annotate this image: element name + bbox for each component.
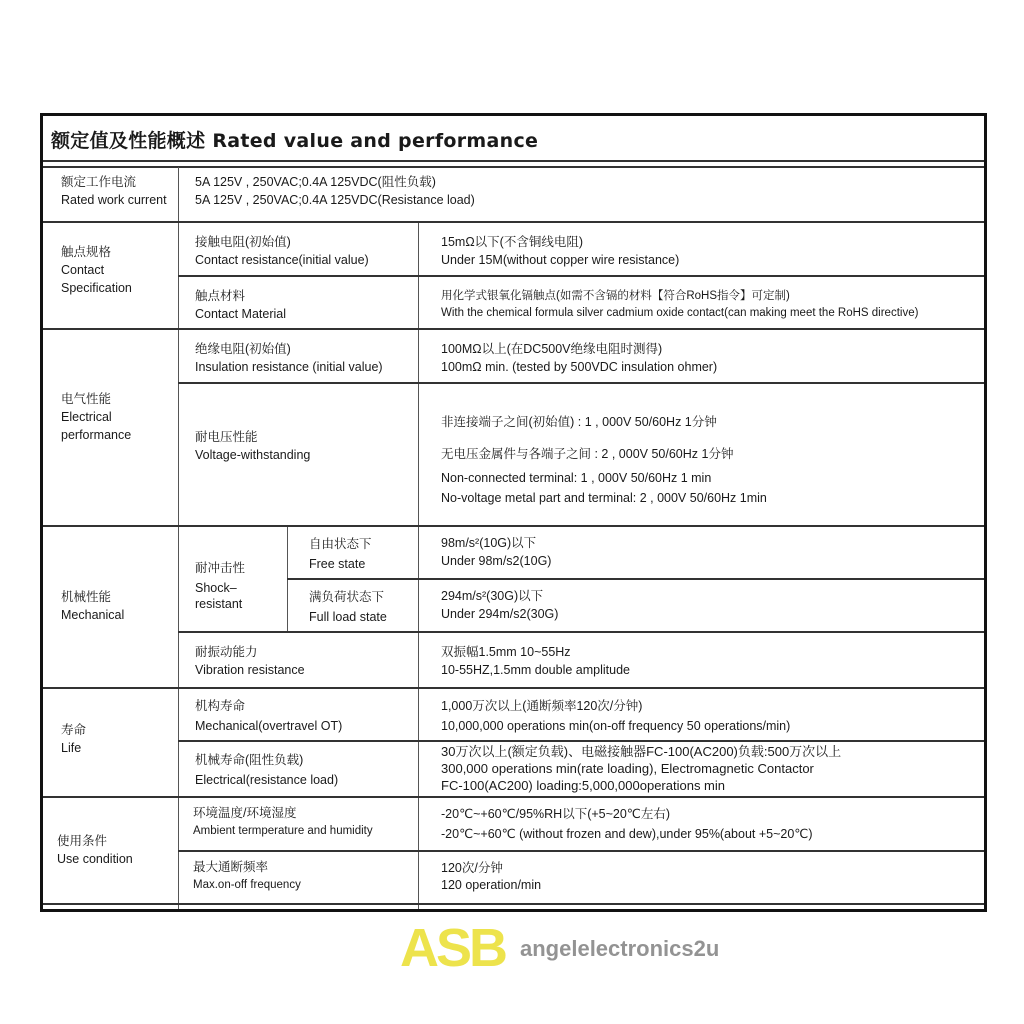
life-elec-label: 机械寿命(阻性负载) Electrical(resistance load) <box>195 753 339 787</box>
contact-label: 触点规格 Contact Specification <box>61 245 132 295</box>
divider <box>178 167 179 909</box>
watermark-logo: ASB <box>400 918 506 978</box>
use-label: 使用条件 Use condition <box>57 834 133 866</box>
divider <box>43 525 984 527</box>
rated-value: 5A 125V , 250VAC;0.4A 125VDC(阻性负载) 5A 125V , 250VAC;0.4A 125VDC(Resistance load) <box>195 175 475 207</box>
use-freq-label: 最大通断频率 Max.on-off frequency <box>193 860 301 891</box>
shock-full-label: 满负荷状态下 Full load state <box>309 590 387 624</box>
divider <box>178 631 984 633</box>
insulation-label: 绝缘电阻(初始值) Insulation resistance (initial value) <box>195 342 383 374</box>
life-mech-label: 机构寿命 Mechanical(overtravel OT) <box>195 699 343 733</box>
use-temp-value: -20℃~+60℃/95%RH以下(+5~20℃左右) -20℃~+60℃ (without frozen and dew),under 95%(about +5~20℃) <box>441 807 813 841</box>
divider <box>178 850 984 852</box>
use-temp-label: 环境温度/环境湿度 Ambient termperature and humidity <box>193 806 373 837</box>
shock-free-value: 98m/s²(10G)以下 Under 98m/s2(10G) <box>441 536 552 568</box>
divider <box>43 166 984 168</box>
divider <box>43 328 984 330</box>
life-mech-value: 1,000万次以上(通断频率120次/分钟) 10,000,000 operations min(on-off frequency 50 operations/min) <box>441 699 791 733</box>
use-freq-value: 120次/分钟 120 operation/min <box>441 861 542 892</box>
divider <box>178 275 984 277</box>
contact-material-value: 用化学式银氧化镉触点(如需不含镉的材料【符合RoHS指令】可定制) With the chemical formula silver cadmium oxide contact(can making meet the RoHS directive) <box>441 290 919 319</box>
vibration-value: 双振幅1.5mm 10~55Hz 10-55HZ,1.5mm double amplitude <box>441 645 630 677</box>
divider <box>43 160 984 162</box>
divider <box>43 221 984 223</box>
divider <box>43 903 984 905</box>
vibration-label: 耐振动能力 Vibration resistance <box>195 645 305 677</box>
mechanical-label: 机械性能 Mechanical <box>61 590 125 622</box>
divider <box>418 221 419 909</box>
rated-label: 额定工作电流 Rated work current <box>61 175 167 207</box>
divider <box>43 687 984 689</box>
shock-full-value: 294m/s²(30G)以下 Under 294m/s2(30G) <box>441 589 559 621</box>
contact-resistance-value: 15mΩ以下(不含铜线电阻) Under 15M(without copper wire resistance) <box>441 235 680 267</box>
insulation-value: 100MΩ以上(在DC500V绝缘电阻时测得) 100mΩ min. (tested by 500VDC insulation ohmer) <box>441 342 718 374</box>
shock-free-label: 自由状态下 Free state <box>309 537 372 571</box>
shock-label: 耐冲击性 Shock– resistant <box>195 561 246 611</box>
voltage-label: 耐电压性能 Voltage-withstanding <box>195 430 311 462</box>
watermark-text: angelelectronics2u <box>520 936 720 961</box>
divider <box>287 578 984 580</box>
divider <box>43 796 984 798</box>
voltage-values: 非连接端子之间(初始值) : 1 , 000V 50/60Hz 1分钟 无电压金属件与各端子之间 : 2 , 000V 50/60Hz 1分钟 Non-connected terminal: 1 , 000V 50/60Hz 1 min No-voltage metal part and terminal: 2 , 000V 50/60Hz 1min <box>441 415 767 505</box>
contact-material-label: 触点材料 Contact Material <box>195 289 287 321</box>
page-title: 额定值及性能概述 Rated value and performance <box>51 130 539 152</box>
divider <box>178 382 984 384</box>
contact-resistance-label: 接触电阻(初始值) Contact resistance(initial value) <box>195 235 369 267</box>
divider <box>178 740 984 742</box>
electrical-label: 电气性能 Electrical performance <box>61 392 132 442</box>
life-label: 寿命 Life <box>61 723 87 755</box>
life-elec-value: 30万次以上(额定负载)、电磁接触器FC-100(AC200)负载:500万次以上 300,000 operations min(rate loading), Electromagnetic Contactor FC-100(AC200) loading:5,000,000operations min <box>441 744 842 793</box>
spec-table <box>40 113 987 912</box>
